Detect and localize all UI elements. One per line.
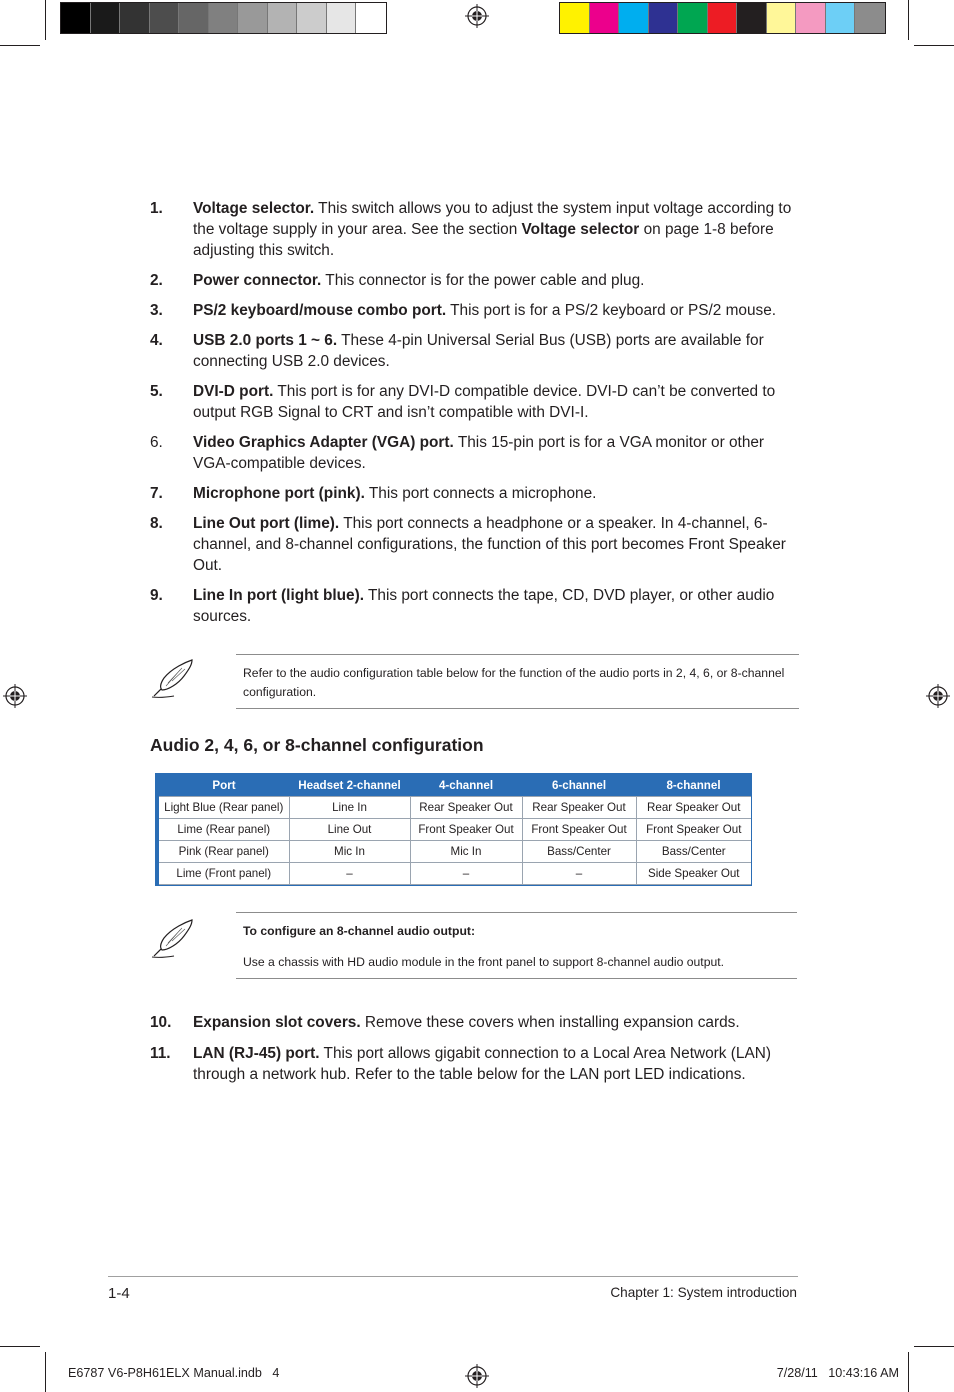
- item-heading: Line Out port (lime).: [193, 515, 340, 532]
- table-cell: Front Speaker Out: [410, 819, 522, 841]
- table-cell: Pink (Rear panel): [159, 841, 289, 863]
- table-cell: Lime (Front panel): [159, 863, 289, 885]
- list-number: 4.: [150, 332, 163, 349]
- note-title: To configure an 8-channel audio output:: [243, 924, 476, 938]
- list-number: 11.: [150, 1045, 171, 1062]
- list-item-power-connector: [150, 270, 800, 291]
- list-number: 8.: [150, 515, 163, 532]
- item-text: Remove these covers when installing expansion cards.: [360, 1014, 740, 1031]
- list-number: 3.: [150, 302, 163, 319]
- note-text: Use a chassis with HD audio module in the front panel to support 8-channel audio output.: [243, 955, 725, 969]
- color-swatch: [737, 3, 767, 33]
- list-item-vga-port: [150, 432, 800, 474]
- color-swatch: [179, 3, 209, 33]
- list-number: 9.: [150, 587, 163, 604]
- note-divider: [236, 912, 797, 913]
- table-cell: Rear Speaker Out: [410, 797, 522, 819]
- color-swatch: [590, 3, 620, 33]
- registration-mark-icon: [465, 4, 489, 28]
- table-cell: Line Out: [289, 819, 410, 841]
- color-swatch: [560, 3, 590, 33]
- item-text: This port connects a headphone or a speaker. In 4-channel, 6-channel, and 8-channel configurations, the function of this port becomes Front Speaker Out.: [193, 515, 786, 574]
- list-item-ps2-port: [150, 300, 800, 321]
- color-swatch: [619, 3, 649, 33]
- column-header: Headset 2-channel: [289, 775, 410, 797]
- note-divider: [236, 654, 799, 655]
- item-reference: Voltage selector: [521, 221, 640, 238]
- list-number: 1.: [150, 200, 163, 217]
- registration-mark-icon: [465, 1364, 489, 1388]
- color-swatch: [61, 3, 91, 33]
- color-swatch: [356, 3, 386, 33]
- item-text: This connector is for the power cable and plug.: [321, 272, 645, 289]
- process-color-bar: [559, 2, 886, 34]
- note-divider: [236, 708, 799, 709]
- crop-mark: [914, 1346, 954, 1347]
- list-number: 6.: [150, 434, 163, 451]
- item-heading: Power connector.: [193, 272, 322, 289]
- page-number: 1-4: [108, 1285, 130, 1302]
- table-cell: Side Speaker Out: [636, 863, 751, 885]
- note-divider: [236, 978, 797, 979]
- section-title: Audio 2, 4, 6, or 8-channel configuration: [150, 735, 484, 755]
- color-swatch: [238, 3, 268, 33]
- color-swatch: [327, 3, 357, 33]
- color-swatch: [268, 3, 298, 33]
- crop-mark: [0, 45, 40, 46]
- color-swatch: [796, 3, 826, 33]
- list-item-expansion-slot-covers: [150, 1012, 800, 1033]
- table-cell: –: [289, 863, 410, 885]
- color-swatch: [678, 3, 708, 33]
- column-header: 8-channel: [636, 775, 751, 797]
- registration-mark-icon: [3, 684, 27, 708]
- table-cell: Lime (Rear panel): [159, 819, 289, 841]
- color-swatch: [91, 3, 121, 33]
- list-item-usb-ports: [150, 330, 800, 372]
- note-feather-icon: [150, 656, 198, 700]
- column-header: 4-channel: [410, 775, 522, 797]
- item-text: This port is for any DVI-D compatible device. DVI-D can’t be converted to output RGB Signal to CRT and isn’t compatible with DVI-I.: [193, 383, 776, 421]
- item-heading: Expansion slot covers.: [193, 1014, 361, 1031]
- slug-timestamp: 7/28/11 10:43:16 AM: [776, 1366, 899, 1380]
- crop-mark: [0, 1346, 40, 1347]
- table-cell: Front Speaker Out: [636, 819, 751, 841]
- table-cell: Rear Speaker Out: [636, 797, 751, 819]
- crop-mark: [908, 0, 909, 40]
- crop-mark: [908, 1352, 909, 1392]
- list-number: 10.: [150, 1014, 172, 1031]
- table-cell: Line In: [289, 797, 410, 819]
- item-heading: Voltage selector.: [193, 200, 315, 217]
- table-cell: Mic In: [289, 841, 410, 863]
- color-swatch: [826, 3, 856, 33]
- column-header: 6-channel: [522, 775, 636, 797]
- table-cell: Light Blue (Rear panel): [159, 797, 289, 819]
- table-cell: –: [410, 863, 522, 885]
- column-header: Port: [159, 775, 289, 797]
- table-header-row: [159, 775, 751, 797]
- table-row: [159, 863, 751, 885]
- table-cell: Bass/Center: [522, 841, 636, 863]
- item-heading: Microphone port (pink).: [193, 485, 365, 502]
- item-heading: DVI-D port.: [193, 383, 274, 400]
- table-cell: Front Speaker Out: [522, 819, 636, 841]
- table-cell: Rear Speaker Out: [522, 797, 636, 819]
- table-cell: Bass/Center: [636, 841, 751, 863]
- list-item-lan-port: [150, 1043, 800, 1085]
- crop-mark: [45, 0, 46, 40]
- table-cell: Mic In: [410, 841, 522, 863]
- footer-divider: [108, 1276, 798, 1277]
- item-text: on page 1-8 before adjusting this switch.: [193, 221, 774, 259]
- item-heading: Line In port (light blue).: [193, 587, 364, 604]
- list-item-line-out-port: [150, 513, 800, 576]
- color-swatch: [120, 3, 150, 33]
- item-text: This port is for a PS/2 keyboard or PS/2 mouse.: [446, 302, 777, 319]
- list-item-line-in-port: [150, 585, 800, 627]
- chapter-title: Chapter 1: System introduction: [610, 1285, 797, 1300]
- item-heading: LAN (RJ-45) port.: [193, 1045, 320, 1062]
- grayscale-color-bar: [60, 2, 387, 34]
- list-number: 5.: [150, 383, 163, 400]
- item-text: This switch allows you to adjust the system input voltage according to the voltage supply in your area. See the section: [193, 200, 792, 238]
- item-heading: USB 2.0 ports 1 ~ 6.: [193, 332, 338, 349]
- slug-filename: E6787 V6-P8H61ELX Manual.indb 4: [68, 1366, 280, 1380]
- table-cell: –: [522, 863, 636, 885]
- item-heading: PS/2 keyboard/mouse combo port.: [193, 302, 447, 319]
- audio-config-table: [159, 775, 751, 885]
- color-swatch: [855, 3, 885, 33]
- color-swatch: [150, 3, 180, 33]
- table-row: [159, 819, 751, 841]
- item-text: This port connects a microphone.: [364, 485, 597, 502]
- note-feather-icon: [150, 916, 198, 960]
- color-swatch: [649, 3, 679, 33]
- list-item-voltage-selector: [150, 198, 800, 261]
- list-number: 7.: [150, 485, 163, 502]
- color-swatch: [767, 3, 797, 33]
- list-item-microphone-port: [150, 483, 800, 504]
- registration-mark-icon: [926, 684, 950, 708]
- crop-mark: [45, 1352, 46, 1392]
- table-row: [159, 797, 751, 819]
- color-swatch: [297, 3, 327, 33]
- color-swatch: [708, 3, 738, 33]
- item-text: This port connects the tape, CD, DVD player, or other audio sources.: [193, 587, 775, 625]
- item-text: These 4-pin Universal Serial Bus (USB) ports are available for connecting USB 2.0 devices.: [193, 332, 764, 370]
- item-text: This 15-pin port is for a VGA monitor or other VGA-compatible devices.: [193, 434, 765, 472]
- crop-mark: [914, 45, 954, 46]
- table-row: [159, 841, 751, 863]
- item-heading: Video Graphics Adapter (VGA) port.: [193, 434, 454, 451]
- item-text: This port allows gigabit connection to a Local Area Network (LAN) through a network hub. Refer to the table below for the LAN port LED indications.: [193, 1045, 771, 1083]
- list-item-dvi-port: [150, 381, 800, 423]
- note-text: Refer to the audio configuration table below for the function of the audio ports in 2, 4, 6, or 8-channel configuration.: [243, 666, 785, 699]
- list-number: 2.: [150, 272, 163, 289]
- color-swatch: [209, 3, 239, 33]
